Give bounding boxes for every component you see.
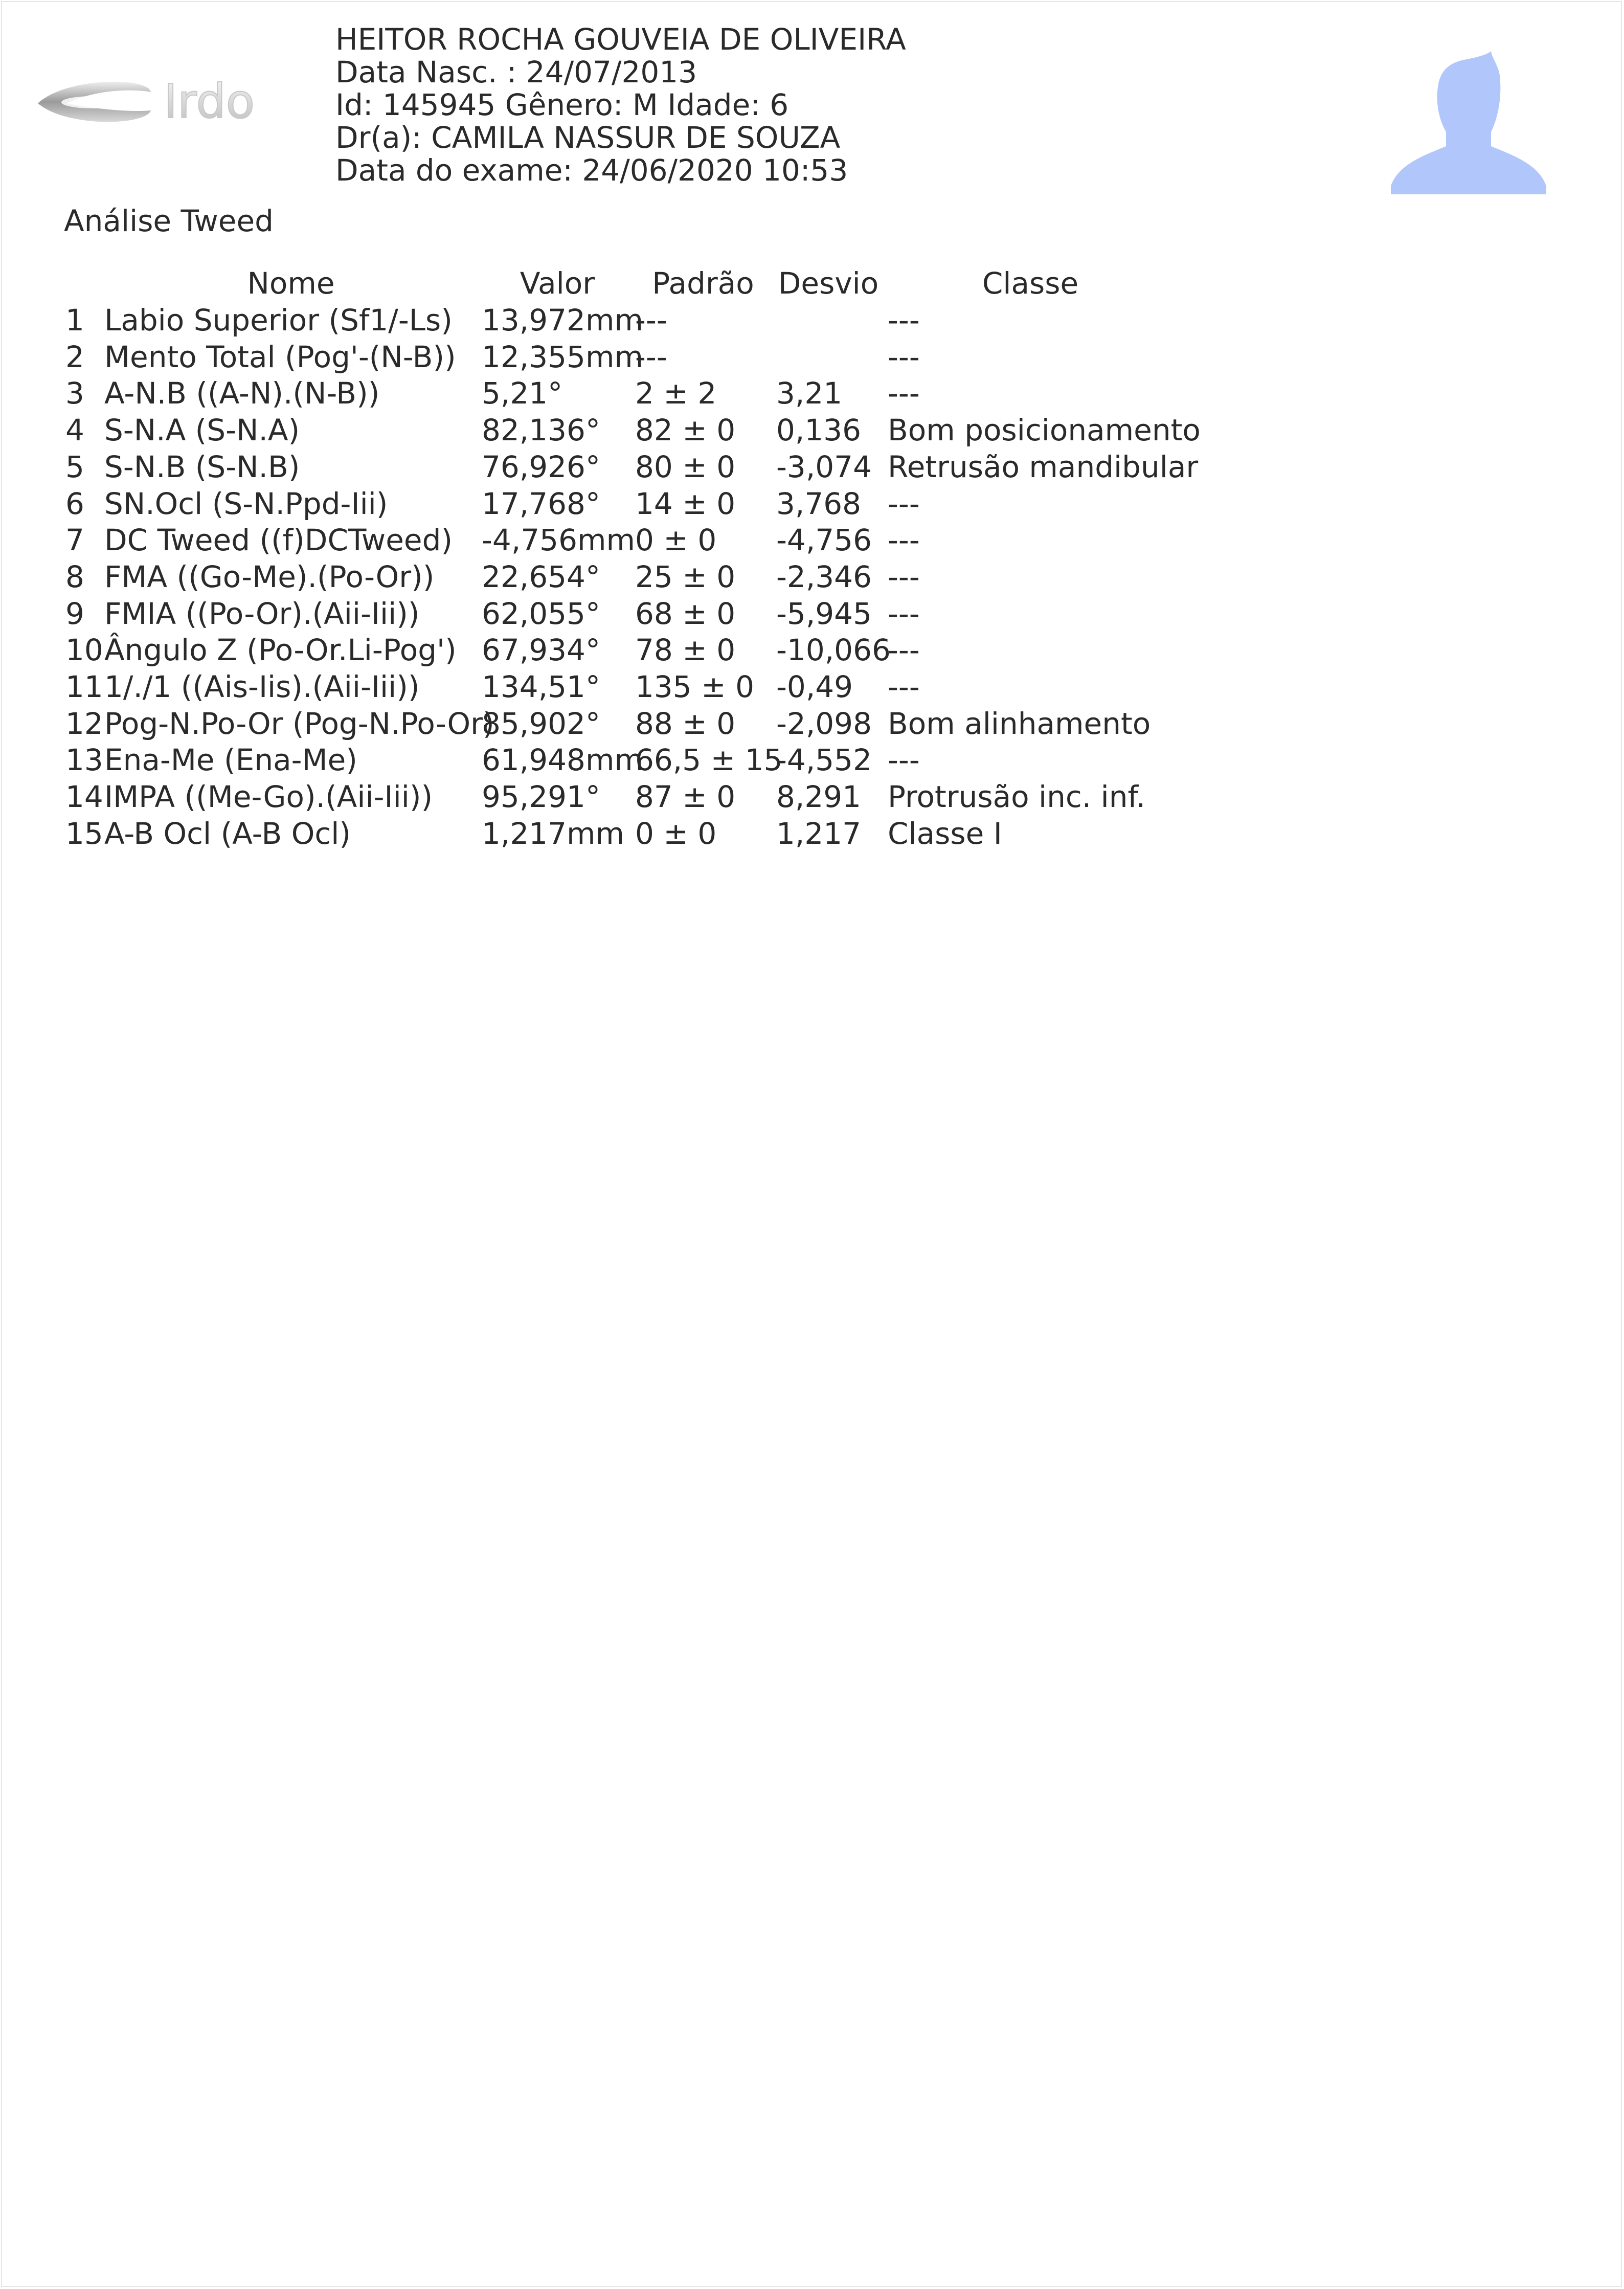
measurement-value: 67,934° xyxy=(482,633,600,668)
measurement-name: IMPA ((Me-Go).(Aii-Iii)) xyxy=(104,779,433,815)
deviation-value: -4,552 xyxy=(776,743,872,778)
row-number: 7 xyxy=(65,523,84,558)
measurement-value: 5,21° xyxy=(482,376,563,411)
row-number: 15 xyxy=(65,816,103,851)
classification: Classe I xyxy=(888,816,1002,851)
standard-value: 68 ± 0 xyxy=(635,596,736,631)
measurement-name: S-N.A (S-N.A) xyxy=(104,413,300,448)
measurement-value: 17,768° xyxy=(482,486,600,521)
standard-value: 80 ± 0 xyxy=(635,449,736,484)
classification: Bom posicionamento xyxy=(888,413,1201,448)
measurement-value: 85,902° xyxy=(482,706,600,741)
row-number: 6 xyxy=(65,486,84,521)
classification: --- xyxy=(888,633,920,668)
measurement-value: 1,217mm xyxy=(482,816,625,851)
patient-info xyxy=(335,23,906,187)
column-header-nome: Nome xyxy=(247,266,335,301)
table-row xyxy=(0,742,1624,778)
deviation-value: -5,945 xyxy=(776,596,872,631)
standard-value: 88 ± 0 xyxy=(635,706,736,741)
standard-value: 66,5 ± 15 xyxy=(635,743,783,778)
measurement-name: FMIA ((Po-Or).(Aii-Iii)) xyxy=(104,596,420,631)
table-row xyxy=(0,375,1624,412)
row-number: 13 xyxy=(65,743,103,778)
classification: Retrusão mandibular xyxy=(888,449,1199,484)
standard-value: 25 ± 0 xyxy=(635,559,736,594)
column-header-valor: Valor xyxy=(520,266,595,301)
measurement-name: FMA ((Go-Me).(Po-Or)) xyxy=(104,559,435,594)
table-row xyxy=(0,485,1624,522)
measurement-name: Labio Superior (Sf1/-Ls) xyxy=(104,303,453,338)
table-row xyxy=(0,412,1624,448)
standard-value: 82 ± 0 xyxy=(635,413,736,448)
deviation-value: 8,291 xyxy=(776,779,862,815)
measurement-name: Ena-Me (Ena-Me) xyxy=(104,743,357,778)
column-header-desvio: Desvio xyxy=(778,266,879,301)
table-row xyxy=(0,302,1624,339)
row-number: 8 xyxy=(65,559,84,594)
birth-date: Data Nasc. : 24/07/2013 xyxy=(335,55,697,89)
doctor-name: Dr(a): CAMILA NASSUR DE SOUZA xyxy=(335,120,841,155)
measurement-name: Ângulo Z (Po-Or.Li-Pog') xyxy=(104,633,457,668)
deviation-value: -10,066 xyxy=(776,633,891,668)
measurement-value: 76,926° xyxy=(482,449,600,484)
patient-name: HEITOR ROCHA GOUVEIA DE OLIVEIRA xyxy=(335,22,906,57)
deviation-value: -4,756 xyxy=(776,523,872,558)
standard-value: --- xyxy=(635,339,667,374)
table-row xyxy=(0,595,1624,632)
table-row xyxy=(0,558,1624,595)
svg-text:Irdo: Irdo xyxy=(164,77,255,128)
measurement-name: A-N.B ((A-N).(N-B)) xyxy=(104,376,380,411)
measurement-value: -4,756mm xyxy=(482,523,635,558)
classification: --- xyxy=(888,339,920,374)
measurement-value: 62,055° xyxy=(482,596,600,631)
irdo-logo xyxy=(36,77,307,128)
row-number: 9 xyxy=(65,596,84,631)
deviation-value: 3,21 xyxy=(776,376,843,411)
classification: --- xyxy=(888,559,920,594)
table-row xyxy=(0,778,1624,815)
row-number: 5 xyxy=(65,449,84,484)
deviation-value: -3,074 xyxy=(776,449,872,484)
deviation-value: 0,136 xyxy=(776,413,862,448)
table-row xyxy=(0,705,1624,742)
classification: --- xyxy=(888,743,920,778)
standard-value: 135 ± 0 xyxy=(635,669,755,704)
measurement-value: 95,291° xyxy=(482,779,600,815)
deviation-value: -0,49 xyxy=(776,669,853,704)
deviation-value: 3,768 xyxy=(776,486,862,521)
row-number: 3 xyxy=(65,376,84,411)
table-row xyxy=(0,339,1624,375)
table-row xyxy=(0,815,1624,852)
table-row xyxy=(0,668,1624,705)
table-header xyxy=(0,265,1624,302)
classification: --- xyxy=(888,376,920,411)
row-number: 12 xyxy=(65,706,103,741)
standard-value: 14 ± 0 xyxy=(635,486,736,521)
measurement-value: 12,355mm xyxy=(482,339,643,374)
exam-date: Data do exame: 24/06/2020 10:53 xyxy=(335,153,848,188)
standard-value: 78 ± 0 xyxy=(635,633,736,668)
table-row xyxy=(0,448,1624,485)
measurement-value: 82,136° xyxy=(482,413,600,448)
row-number: 4 xyxy=(65,413,84,448)
table-row xyxy=(0,632,1624,668)
measurement-name: A-B Ocl (A-B Ocl) xyxy=(104,816,351,851)
classification: --- xyxy=(888,596,920,631)
measurement-name: Pog-N.Po-Or (Pog-N.Po-Or) xyxy=(104,706,494,741)
row-number: 2 xyxy=(65,339,84,374)
deviation-value: 1,217 xyxy=(776,816,862,851)
measurement-value: 22,654° xyxy=(482,559,600,594)
measurement-value: 13,972mm xyxy=(482,303,643,338)
patient-id-gender-age: Id: 145945 Gênero: M Idade: 6 xyxy=(335,87,789,122)
section-title: Análise Tweed xyxy=(64,204,274,238)
deviation-value: -2,098 xyxy=(776,706,872,741)
classification: --- xyxy=(888,669,920,704)
row-number: 11 xyxy=(65,669,103,704)
measurement-name: SN.Ocl (S-N.Ppd-Iii) xyxy=(104,486,388,521)
row-number: 14 xyxy=(65,779,103,815)
measurement-name: 1/./1 ((Ais-Iis).(Aii-Iii)) xyxy=(104,669,420,704)
avatar-icon xyxy=(1391,51,1549,194)
column-header-padrao: Padrão xyxy=(652,266,754,301)
measurement-name: Mento Total (Pog'-(N-B)) xyxy=(104,339,456,374)
measurement-name: S-N.B (S-N.B) xyxy=(104,449,300,484)
measurement-name: DC Tweed ((f)DCTweed) xyxy=(104,523,453,558)
classification: --- xyxy=(888,303,920,338)
classification: --- xyxy=(888,486,920,521)
classification: Bom alinhamento xyxy=(888,706,1151,741)
row-number: 1 xyxy=(65,303,84,338)
deviation-value: -2,346 xyxy=(776,559,872,594)
classification: Protrusão inc. inf. xyxy=(888,779,1146,815)
table-row xyxy=(0,522,1624,558)
standard-value: 0 ± 0 xyxy=(635,816,717,851)
standard-value: 2 ± 2 xyxy=(635,376,717,411)
standard-value: 87 ± 0 xyxy=(635,779,736,815)
standard-value: 0 ± 0 xyxy=(635,523,717,558)
column-header-classe: Classe xyxy=(982,266,1079,301)
measurement-value: 134,51° xyxy=(482,669,600,704)
standard-value: --- xyxy=(635,303,667,338)
measurement-value: 61,948mm xyxy=(482,743,643,778)
row-number: 10 xyxy=(65,633,103,668)
classification: --- xyxy=(888,523,920,558)
